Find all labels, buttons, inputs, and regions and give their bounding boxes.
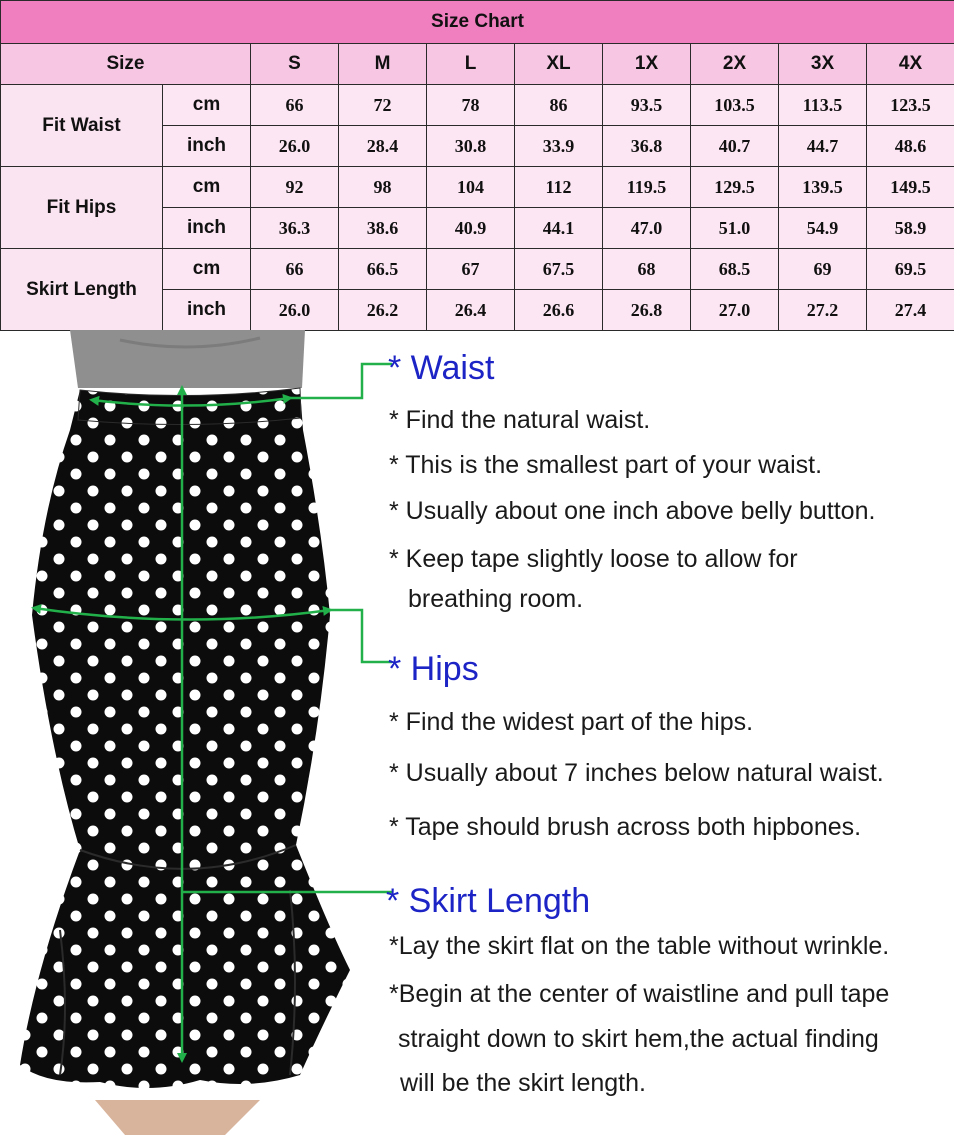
table-cell: 27.0	[691, 290, 779, 331]
size-chart-title: Size Chart	[1, 1, 954, 44]
size-col-header: L	[427, 44, 515, 85]
table-cell: 26.4	[427, 290, 515, 331]
table-cell: 66	[251, 85, 339, 126]
unit-label: cm	[163, 249, 251, 290]
waist-instruction: breathing room.	[408, 585, 584, 613]
table-cell: 67	[427, 249, 515, 290]
table-cell: 66	[251, 249, 339, 290]
table-cell: 38.6	[339, 208, 427, 249]
table-cell: 113.5	[779, 85, 867, 126]
table-row	[1, 85, 954, 126]
table-cell: 44.1	[515, 208, 603, 249]
table-cell: 58.9	[867, 208, 954, 249]
table-cell: 67.5	[515, 249, 603, 290]
table-cell: 98	[339, 167, 427, 208]
waist-instruction: * Keep tape slightly loose to allow for	[389, 545, 798, 573]
size-col-header: 3X	[779, 44, 867, 85]
table-cell: 26.0	[251, 126, 339, 167]
title-row	[1, 1, 954, 44]
table-cell: 123.5	[867, 85, 954, 126]
table-cell: 69	[779, 249, 867, 290]
table-cell: 72	[339, 85, 427, 126]
skirt-length-heading: * Skirt Length	[386, 882, 591, 920]
table-cell: 47.0	[603, 208, 691, 249]
table-cell: 51.0	[691, 208, 779, 249]
table-cell: 26.8	[603, 290, 691, 331]
table-cell: 66.5	[339, 249, 427, 290]
size-col-header: 2X	[691, 44, 779, 85]
table-cell: 78	[427, 85, 515, 126]
table-cell: 36.3	[251, 208, 339, 249]
size-col-header: M	[339, 44, 427, 85]
polka-dot-skirt	[20, 388, 350, 1088]
skirt-length-instruction: will be the skirt length.	[400, 1069, 646, 1097]
table-cell: 139.5	[779, 167, 867, 208]
table-cell: 149.5	[867, 167, 954, 208]
table-cell: 112	[515, 167, 603, 208]
size-col-header: 1X	[603, 44, 691, 85]
grey-top	[70, 330, 305, 388]
size-col-header: XL	[515, 44, 603, 85]
table-cell: 69.5	[867, 249, 954, 290]
unit-label: inch	[163, 126, 251, 167]
row-group-label: Fit Hips	[1, 167, 163, 249]
table-cell: 33.9	[515, 126, 603, 167]
table-cell: 68	[603, 249, 691, 290]
table-cell: 68.5	[691, 249, 779, 290]
table-cell: 26.6	[515, 290, 603, 331]
hips-heading: * Hips	[388, 650, 479, 688]
hips-leader-line	[330, 610, 392, 662]
table-row	[1, 167, 954, 208]
table-cell: 40.7	[691, 126, 779, 167]
table-cell: 26.2	[339, 290, 427, 331]
waist-instruction: * Find the natural waist.	[389, 406, 651, 434]
size-col-header: 4X	[867, 44, 954, 85]
header-row	[1, 44, 954, 85]
table-cell: 54.9	[779, 208, 867, 249]
table-cell: 119.5	[603, 167, 691, 208]
unit-label: cm	[163, 85, 251, 126]
table-cell: 27.2	[779, 290, 867, 331]
table-cell: 86	[515, 85, 603, 126]
row-group-label: Fit Waist	[1, 85, 163, 167]
skirt-length-instruction: *Begin at the center of waistline and pull tape	[389, 980, 890, 1008]
table-cell: 30.8	[427, 126, 515, 167]
table-cell: 40.9	[427, 208, 515, 249]
unit-label: inch	[163, 290, 251, 331]
table-cell: 129.5	[691, 167, 779, 208]
table-row	[1, 249, 954, 290]
table-cell: 48.6	[867, 126, 954, 167]
hips-instruction: * Tape should brush across both hipbones.	[389, 813, 862, 841]
size-chart-table	[0, 0, 954, 331]
waist-instruction: * Usually about one inch above belly button.	[389, 497, 876, 525]
skirt-length-instruction: straight down to skirt hem,the actual finding	[398, 1025, 879, 1053]
table-cell: 104	[427, 167, 515, 208]
size-col-header: S	[251, 44, 339, 85]
table-cell: 92	[251, 167, 339, 208]
waist-heading: * Waist	[388, 349, 495, 387]
legs	[95, 1100, 260, 1135]
unit-label: inch	[163, 208, 251, 249]
skirt-length-instruction: *Lay the skirt flat on the table without wrinkle.	[389, 932, 890, 960]
table-cell: 27.4	[867, 290, 954, 331]
table-cell: 44.7	[779, 126, 867, 167]
waist-instruction: * This is the smallest part of your waist.	[389, 451, 823, 479]
table-cell: 28.4	[339, 126, 427, 167]
table-cell: 36.8	[603, 126, 691, 167]
waist-leader-line	[290, 364, 392, 398]
table-cell: 103.5	[691, 85, 779, 126]
hips-instruction: * Usually about 7 inches below natural waist.	[389, 759, 884, 787]
unit-label: cm	[163, 167, 251, 208]
table-cell: 93.5	[603, 85, 691, 126]
table-cell: 26.0	[251, 290, 339, 331]
hips-instruction: * Find the widest part of the hips.	[389, 708, 754, 736]
size-header: Size	[1, 44, 251, 85]
row-group-label: Skirt Length	[1, 249, 163, 331]
